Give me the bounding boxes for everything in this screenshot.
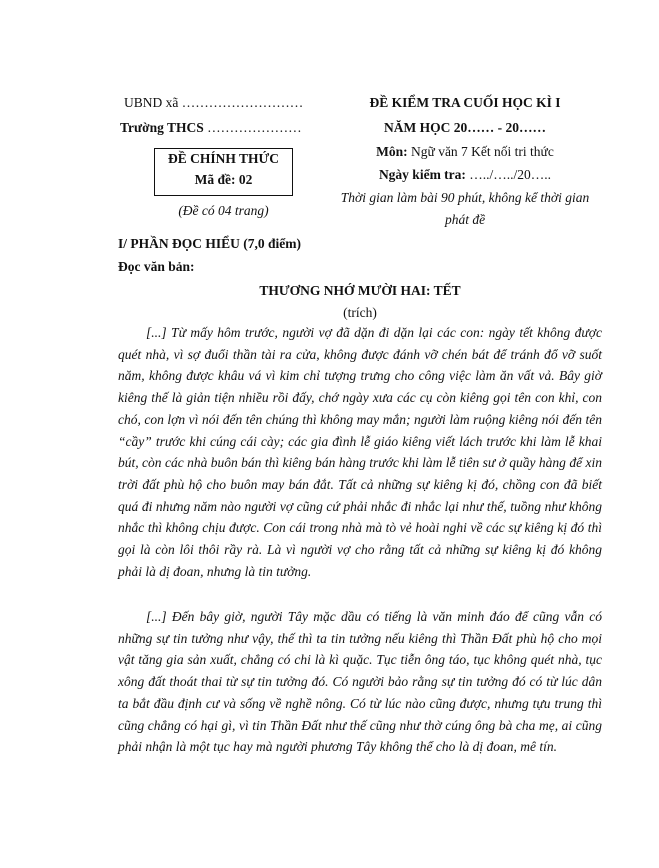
date-value: …../…../20….. xyxy=(469,167,552,182)
exam-title: ĐỀ KIỂM TRA CUỐI HỌC KÌ I xyxy=(369,95,561,110)
committee-line: UBND xã ……………………… xyxy=(124,95,304,110)
time-note-line2: phát đề xyxy=(444,212,486,227)
section-heading: I/ PHẦN ĐỌC HIỂU (7,0 điểm) xyxy=(118,236,301,251)
subject-line xyxy=(330,144,600,160)
text-title: THƯƠNG NHỚ MƯỜI HAI: TẾT xyxy=(259,283,461,298)
exam-code: Mã đề: 02 xyxy=(194,172,253,187)
date-label: Ngày kiểm tra: xyxy=(378,167,466,182)
school-year: NĂM HỌC 20…… - 20…… xyxy=(384,120,546,135)
date-line xyxy=(330,167,600,183)
school-line xyxy=(120,120,302,136)
time-note-line1: Thời gian làm bài 90 phút, không kể thời gian xyxy=(340,190,590,205)
school-label: Trường THCS xyxy=(120,120,204,135)
read-label: Đọc văn bản: xyxy=(118,259,195,274)
official-label: ĐỀ CHÍNH THỨC xyxy=(167,151,279,166)
subject-value: Ngữ văn 7 Kết nối tri thức xyxy=(411,144,554,159)
pages-note: (Đề có 04 trang) xyxy=(178,203,269,218)
paragraph-2: [...] Đến bây giờ, người Tây mặc dầu có tiếng là văn minh đáo để cũng vẫn có những sự tin tưởng như vậy, thế thì ta tin tưởng nếu kiêng thì Thần Đất phù hộ cho mọi vật tăng gia sản xuất, chẳng có chi là kì quặc. Tục tiễn ông táo, tục không quét nhà, tục xông đất thoát thai từ sự tin tưởng đó. Có người bảo rằng sự tin tưởng đó có từ lúc dân ta bắt đầu định cư và sống về nghề nông. Có từ lúc nào cũng được, nhưng tựu trung thì cũng chẳng có hại gì, vì tin Thần Đất như thế cũng như thờ cúng ông bà cha mẹ, ai cũng phải nhận là một tục hay mà người phương Tây không thể cho là dị đoan, mê tín. xyxy=(118,609,602,755)
subject-label: Môn: xyxy=(376,144,408,159)
text-subtitle: (trích) xyxy=(343,305,377,320)
school-dots: ………………… xyxy=(207,120,302,135)
paragraph-1: [...] Từ mấy hôm trước, người vợ đã dặn đi dặn lại các con: ngày tết không được quét nhà, vì sợ đuổi thần tài ra cửa, không được đánh vỡ chén bát để tránh đổ vỡ suốt năm, không được khâu vá vì kim chỉ tượng trưng cho công việc làm ăn vất vả. Bây giờ kiêng thế là giản tiện nhiều rồi đấy, chớ ngày xưa các cụ còn kiêng gọi tên con khỉ, con chó, con lợn vì nói đến tên chúng thì không may mắn; người làm ruộng kiêng nói đến tên “cầy” trước khi cúng cái cày; các gia đình lễ giáo kiêng viết lách trước khi làm lễ khai bút, còn các nhà buôn bán thì kiêng bán hàng trước khi làm lễ tiên sư ở quầy hàng để xin trời đất phù hộ cho buôn may bán đắt. Tất cả những sự kiêng kị đó, chồng con đã biết quá đi nhưng năm nào người vợ cũng cứ phải nhắc đi nhắc lại như thế, tuồng như không nhắc thì không chịu được. Con cái trong nhà mà tò vẻ hoài nghi về các sự kiêng kị đó thì gọi là còn lôi thôi rầy rà. Là vì người vợ cho rằng tất cả những sự kiêng kị đó không phải là dị đoan, nhưng là tin tưởng. xyxy=(118,325,602,579)
